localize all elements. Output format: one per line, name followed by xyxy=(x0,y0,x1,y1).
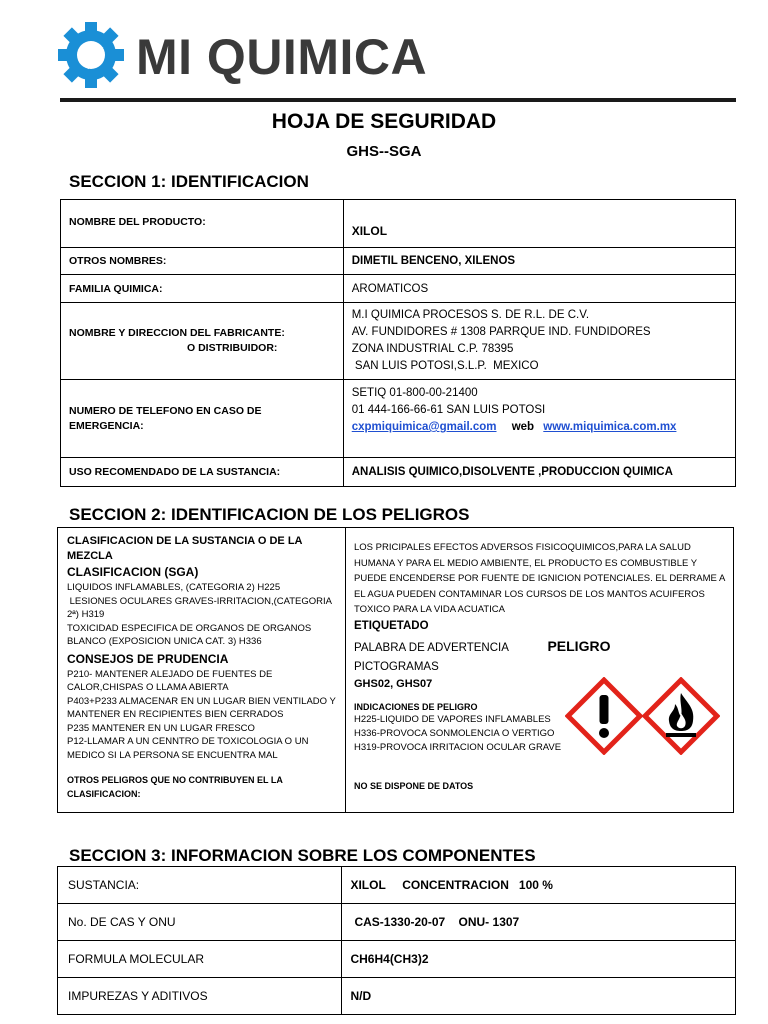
warning-word: PELIGRO xyxy=(547,637,611,654)
hazard-statement: H225-LIQUIDO DE VAPORES INFLAMABLES xyxy=(354,713,551,725)
brand-name: MI QUIMICA xyxy=(136,29,428,85)
table-row xyxy=(58,904,736,941)
components-table xyxy=(57,866,736,1015)
table-row xyxy=(58,978,736,1015)
prudence-line: P235 MANTENER EN UN LUGAR FRESCO xyxy=(67,722,255,734)
section-2-title: SECCION 2: IDENTIFICACION DE LOS PELIGROS xyxy=(69,505,470,524)
section-1-title: SECCION 1: IDENTIFICACION xyxy=(69,172,309,191)
manufacturer-label: NOMBRE Y DIRECCION DEL FABRICANTE: O DISTRIBUIDOR: xyxy=(61,303,344,380)
sga-heading: CLASIFICACION (SGA) xyxy=(67,565,199,579)
table-row xyxy=(58,867,736,904)
substance-value: XILOL CONCENTRACION 100 % xyxy=(342,867,736,904)
classification-line: TOXICIDAD ESPECIFICA DE ORGANOS DE ORGANOS BLANCO (EXPOSICION UNICA CAT. 3) H336 xyxy=(67,622,312,647)
no-data-note: NO SE DISPONE DE DATOS xyxy=(354,780,474,791)
emergency-phone-label: NUMERO DE TELEFONO EN CASO DE EMERGENCIA: xyxy=(61,380,344,458)
formula-label: FORMULA MOLECULAR xyxy=(58,941,342,978)
manufacturer-address: M.I QUIMICA PROCESOS S. DE R.L. DE C.V. AV. FUNDIDORES # 1308 PARRQUE IND. FUNDIDORES ZONA INDUSTRIAL C.P. 78395 SAN LUIS POTOSI,S.L.P. MEXICO xyxy=(343,303,735,380)
hazard-statements-heading: INDICACIONES DE PELIGRO xyxy=(354,701,478,712)
header xyxy=(58,20,738,90)
warning-label: PALABRA DE ADVERTENCIA xyxy=(354,641,509,654)
hazard-statement: H336-PROVOCA SONMOLENCIA O VERTIGO xyxy=(354,727,555,739)
cas-label: No. DE CAS Y ONU xyxy=(58,904,342,941)
table-row xyxy=(58,941,736,978)
recommended-use-value: ANALISIS QUIMICO,DISOLVENTE ,PRODUCCION QUIMICA xyxy=(343,458,735,487)
emergency-contact: SETIQ 01-800-00-21400 01 444-166-66-61 SAN LUIS POTOSI cxpmiquimica@gmail.com web www.miquimica.com.mx xyxy=(343,380,735,458)
table-row xyxy=(61,303,736,380)
table-row xyxy=(61,380,736,458)
formula-value: CH6H4(CH3)2 xyxy=(342,941,736,978)
table-row xyxy=(61,458,736,487)
document-subtitle: GHS--SGA xyxy=(346,143,422,160)
other-hazards-note: OTROS PELIGROS QUE NO CONTRIBUYEN EL LA CLASIFICACION: xyxy=(67,775,283,799)
hazard-statement: H319-PROVOCA IRRITACION OCULAR GRAVE xyxy=(354,741,562,753)
hazards-box xyxy=(57,527,734,813)
adverse-effects-text: LOS PRICIPALES EFECTOS ADVERSOS FISICOQUIMICOS,PARA LA SALUD HUMANA Y PARA EL MEDIO AMBIENTE, EL PRODUCTO ES COMBUSTIBLE Y PUEDE ENCENDERSE POR FUENTE DE IGNICION POTENCIALES. EL DERRAME A EL AGUA PUEDEN CONTAMINAR LOS CURSOS DE LOS MANTOS ACUIFEROS TOXICO PARA LA VIDA ACUATICA xyxy=(354,542,725,615)
product-name-value: XILOL xyxy=(343,200,735,248)
classification-line: LIQUIDOS INFLAMABLES, (CATEGORIA 2) H225 xyxy=(67,582,281,593)
exclamation-pictogram-icon xyxy=(565,677,643,755)
impurities-label: IMPUREZAS Y ADITIVOS xyxy=(58,978,342,1015)
recommended-use-label: USO RECOMENDADO DE LA SUSTANCIA: xyxy=(61,458,344,487)
classification-column xyxy=(67,534,339,801)
chemical-family-value: AROMATICOS xyxy=(343,275,735,303)
pictograms-label: PICTOGRAMAS xyxy=(354,660,439,673)
hazard-info-column xyxy=(354,540,730,794)
table-row xyxy=(61,200,736,248)
gear-logo-icon xyxy=(58,22,124,88)
other-names-value: DIMETIL BENCENO, XILENOS xyxy=(343,248,735,275)
pictogram-codes: GHS02, GHS07 xyxy=(354,677,433,690)
header-divider xyxy=(60,98,736,102)
classification-line: LESIONES OCULARES GRAVES-IRRITACION,(CATEGORIA 2ª) H319 xyxy=(67,595,335,620)
table-row xyxy=(61,275,736,303)
prudence-heading: CONSEJOS DE PRUDENCIA xyxy=(67,651,229,666)
cas-value: CAS-1330-20-07 ONU- 1307 xyxy=(342,904,736,941)
classification-heading: CLASIFICACION DE LA SUSTANCIA O DE LA MEZCLA xyxy=(67,535,303,562)
document-title: HOJA DE SEGURIDAD xyxy=(271,110,497,133)
chemical-family-label: FAMILIA QUIMICA: xyxy=(61,275,344,303)
product-name-label: NOMBRE DEL PRODUCTO: xyxy=(61,200,344,248)
web-label: web xyxy=(511,421,535,433)
email-link[interactable]: cxpmiquimica@gmail.com xyxy=(351,421,497,433)
substance-label: SUSTANCIA: xyxy=(58,867,342,904)
labeling-heading: ETIQUETADO xyxy=(354,619,429,632)
column-divider xyxy=(345,528,346,812)
flame-pictogram-icon xyxy=(642,677,720,755)
prudence-line: P403+P233 ALMACENAR EN UN LUGAR BIEN VENTILADO Y MANTENER EN RECIPIENTES BIEN CERRADOS xyxy=(67,695,336,720)
section-3-title: SECCION 3: INFORMACION SOBRE LOS COMPONENTES xyxy=(69,846,536,865)
table-row xyxy=(61,248,736,275)
website-link[interactable]: www.miquimica.com.mx xyxy=(543,421,677,433)
other-names-label: OTROS NOMBRES: xyxy=(61,248,344,275)
prudence-line: P12-LLAMAR A UN CENNTRO DE TOXICOLOGIA O UN MEDICO SI LA PERSONA SE ENCUENTRA MAL xyxy=(67,736,309,761)
impurities-value: N/D xyxy=(342,978,736,1015)
prudence-line: P210- MANTENER ALEJADO DE FUENTES DE CALOR,CHISPAS O LLAMA ABIERTA xyxy=(67,668,273,693)
identification-table xyxy=(60,199,736,487)
